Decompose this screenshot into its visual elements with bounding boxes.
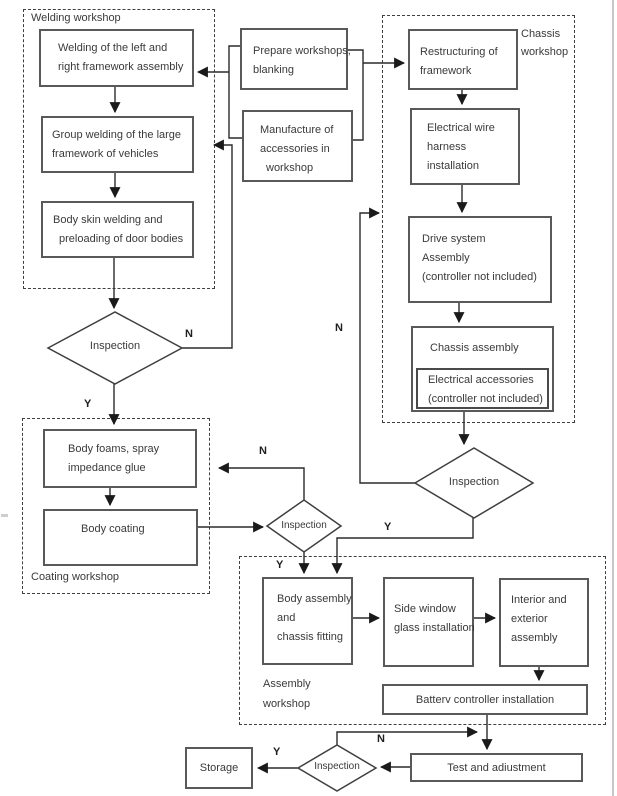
- process-group-welding: [41, 116, 194, 173]
- process-body-assembly-chassis-fitting: [262, 577, 353, 665]
- text-line: Side window: [394, 603, 456, 615]
- zone-label-line: workshop: [521, 46, 569, 58]
- text-line: preloading of door bodies: [59, 233, 184, 245]
- process-storage: [185, 747, 253, 789]
- text-line: exterior: [511, 613, 548, 625]
- text-line: Storage: [199, 762, 239, 774]
- decision-label-inspection1: Inspection: [89, 340, 141, 352]
- branch-label-n4: N: [377, 733, 385, 745]
- branch-label-y1: Y: [84, 398, 92, 410]
- page-edge-line: [612, 0, 614, 796]
- branch-label-y2: Y: [276, 559, 284, 571]
- process-test-and-adjustment: [410, 753, 583, 782]
- zone-label-line: Chassis: [521, 28, 561, 40]
- branch-label-n2: N: [259, 445, 267, 457]
- text-line: framework of vehicles: [52, 148, 159, 160]
- text-line: Electrical accessories: [428, 374, 534, 386]
- process-restructuring-framework: [408, 29, 518, 90]
- text-line: Electrical wire: [427, 122, 495, 134]
- process-prepare-workshops: [240, 28, 351, 90]
- decision-label-inspection4: Inspection: [314, 761, 360, 772]
- text-line: and: [277, 612, 296, 624]
- process-body-coating: [43, 509, 198, 566]
- text-line: chassis fitting: [277, 631, 344, 643]
- process-manufacture-accessories: [242, 110, 353, 182]
- text-line: Welding of the left and: [58, 42, 168, 54]
- text-line: workshop: [266, 162, 314, 174]
- connector-inspection2-no-loop: [219, 468, 304, 500]
- text-line: harness: [427, 141, 467, 153]
- process-body-skin-welding: [41, 201, 194, 258]
- text-line: Group welding of the large: [52, 129, 182, 141]
- decision-label-inspection2: Inspection: [281, 520, 327, 531]
- process-welding-framework-assembly: [39, 29, 194, 87]
- branch-label-n1: N: [185, 328, 193, 340]
- text-line: Batterv controller installation: [415, 694, 555, 706]
- zone-label-welding: Welding workshop: [31, 12, 121, 24]
- process-drive-system-assembly: [408, 216, 552, 303]
- branch-label-y3: Y: [384, 521, 392, 533]
- text-line: (controller not included): [428, 393, 543, 405]
- process-body-foams-spray: [43, 429, 197, 488]
- process-interior-exterior-assembly: [499, 578, 589, 667]
- text-line: Manufacture of: [260, 124, 334, 136]
- text-line: Body foams, spray: [68, 443, 160, 455]
- zone-label-line: workshop: [263, 698, 311, 710]
- zone-label-line: Assembly: [263, 678, 311, 690]
- process-side-window-glass: [383, 577, 474, 667]
- text-line: Assembly: [422, 252, 470, 264]
- text-line: Prepare workshops,: [253, 45, 351, 57]
- text-line: glass installation: [394, 622, 475, 634]
- branch-label-y4: Y: [273, 746, 281, 758]
- process-electrical-accessories: [416, 368, 549, 409]
- text-line: installation: [427, 160, 479, 172]
- text-line: framework: [420, 65, 472, 77]
- connector-inspection3-no-loop: [360, 213, 415, 483]
- text-line: Body skin welding and: [53, 214, 163, 226]
- text-line: impedance glue: [68, 462, 146, 474]
- process-wire-harness-installation: [410, 108, 520, 185]
- connector-inspection4-no-loop: [337, 732, 477, 745]
- stray-mark: [1, 514, 8, 517]
- text-line: blanking: [253, 64, 294, 76]
- connector-inspection3-yes-a1: [337, 518, 473, 573]
- text-line: accessories in: [260, 143, 330, 155]
- text-line: Restructuring of: [420, 46, 498, 58]
- text-line: assembly: [511, 632, 558, 644]
- text-line: Body coating: [81, 523, 145, 535]
- process-battery-controller-installation: [382, 684, 588, 715]
- text-line: Interior and: [511, 594, 567, 606]
- text-line: (controller not included): [422, 271, 537, 283]
- text-line: Test and adiustment: [447, 762, 546, 774]
- process-chassis-assembly: [411, 326, 554, 412]
- branch-label-n3: N: [335, 322, 343, 334]
- text-line: Drive system: [422, 233, 486, 245]
- text-line: right framework assembly: [58, 61, 184, 73]
- text-line: Body assembly: [277, 593, 352, 605]
- zone-label-coating: Coating workshop: [31, 571, 120, 583]
- text-line: Chassis assembly: [430, 342, 519, 354]
- decision-label-inspection3: Inspection: [448, 476, 500, 488]
